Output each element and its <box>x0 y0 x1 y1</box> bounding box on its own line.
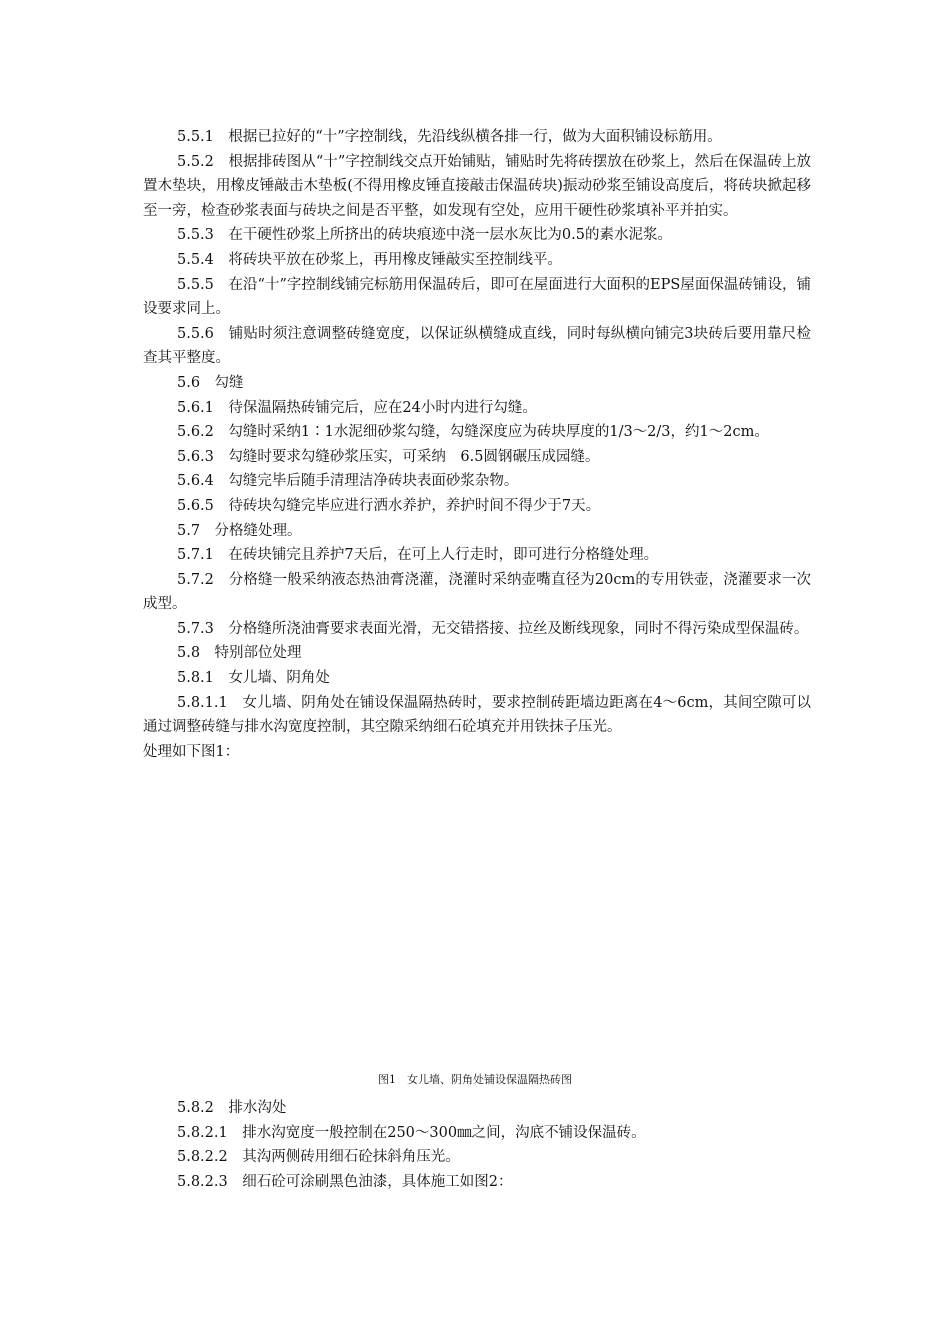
paragraph-5-5-3: 5.5.3 在干硬性砂浆上所挤出的砖块痕迹中浇一层水灰比为0.5的素水泥浆。 <box>177 227 672 244</box>
paragraph-5-8-2-1: 5.8.2.1 排水沟宽度一般控制在250～300㎜之间，沟底不铺设保温砖。 <box>177 1124 646 1141</box>
paragraph-5-6-5: 5.6.5 待砖块勾缝完毕应进行洒水养护，养护时间不得少于7天。 <box>177 497 601 514</box>
figure-1-placeholder <box>143 820 811 1060</box>
figure-1-caption: 图1 女儿墙、阴角处铺设保温隔热砖图 <box>378 1073 572 1086</box>
heading-5-8-1: 5.8.1 女儿墙、阴角处 <box>177 670 330 687</box>
paragraph-5-6-1: 5.6.1 待保温隔热砖铺完后，应在24小时内进行勾缝。 <box>177 399 537 416</box>
paragraph-5-8-1-1: 5.8.1.1 女儿墙、阴角处在铺设保温隔热砖时，要求控制砖距墙边距离在4～6cm，其间空隙可以通过调整砖缝与排水沟宽度控制，其空隙采纳细石砼填充并用铁抹子压光。 <box>143 694 811 736</box>
paragraph-5-7-2: 5.7.2 分格缝一般采纳液态热油膏浇灌，浇灌时采纳壶嘴直径为20cm的专用铁壶，浇灌要求一次成型。 <box>143 571 811 613</box>
paragraph-5-8-2-3: 5.8.2.3 细石砼可涂刷黑色油漆，具体施工如图2： <box>177 1173 513 1190</box>
paragraph-5-5-1: 5.5.1 根据已拉好的“十”字控制线，先沿线纵横各排一行，做为大面积铺设标筋用。 <box>177 129 722 145</box>
paragraph-5-5-2: 5.5.2 根据排砖图从“十”字控制线交点开始铺贴，铺贴时先将砖摆放在砂浆上，然后在保温砖上放置木垫块，用橡皮锤敲击木垫板(不得用橡皮锤直接敲击保温砖块)振动砂浆至铺设高度后，将砖块掀起移至一旁，检查砂浆表面与砖块之间是否平整，如发现有空处，应用干硬性砂浆填补平并拍实。 <box>143 153 811 219</box>
heading-5-8-2: 5.8.2 排水沟处 <box>177 1100 287 1116</box>
paragraph-5-7-3: 5.7.3 分格缝所浇油膏要求表面光滑，无交错搭接、拉丝及断线现象，同时不得污染成型保温砖。 <box>177 620 809 637</box>
figure-intro: 处理如下图1： <box>143 743 240 760</box>
paragraph-5-6-4: 5.6.4 勾缝完毕后随手清理洁净砖块表面砂浆杂物。 <box>177 473 519 490</box>
heading-5-7: 5.7 分格缝处理。 <box>177 522 302 539</box>
paragraph-5-6-3: 5.6.3 勾缝时要求勾缝砂浆压实，可采纳 6.5圆钢碾压成园缝。 <box>177 448 600 465</box>
paragraph-5-5-5: 5.5.5 在沿“十”字控制线铺完标筋用保温砖后，即可在屋面进行大面积的EPS屋面保温砖铺设，铺设要求同上。 <box>143 276 811 318</box>
body-text-bottom <box>143 1096 811 1194</box>
paragraph-5-6-2: 5.6.2 勾缝时采纳1∶1水泥细砂浆勾缝，勾缝深度应为砖块厚度的1/3～2/3，约1～2cm。 <box>177 424 769 441</box>
heading-5-6: 5.6 勾缝 <box>177 374 244 391</box>
paragraph-5-7-1: 5.7.1 在砖块铺完且养护7天后，在可上人行走时，即可进行分格缝处理。 <box>177 547 659 564</box>
paragraph-5-8-2-2: 5.8.2.2 其沟两侧砖用细石砼抹斜角压光。 <box>177 1149 460 1166</box>
paragraph-5-5-6: 5.5.6 铺贴时须注意调整砖缝宽度，以保证纵横缝成直线，同时每纵横向铺完3块砖后要用靠尺检查其平整度。 <box>143 325 811 367</box>
body-text-top <box>143 125 811 764</box>
paragraph-5-5-4: 5.5.4 将砖块平放在砂浆上，再用橡皮锤敲实至控制线平。 <box>177 251 562 268</box>
heading-5-8: 5.8 特别部位处理 <box>177 645 302 662</box>
